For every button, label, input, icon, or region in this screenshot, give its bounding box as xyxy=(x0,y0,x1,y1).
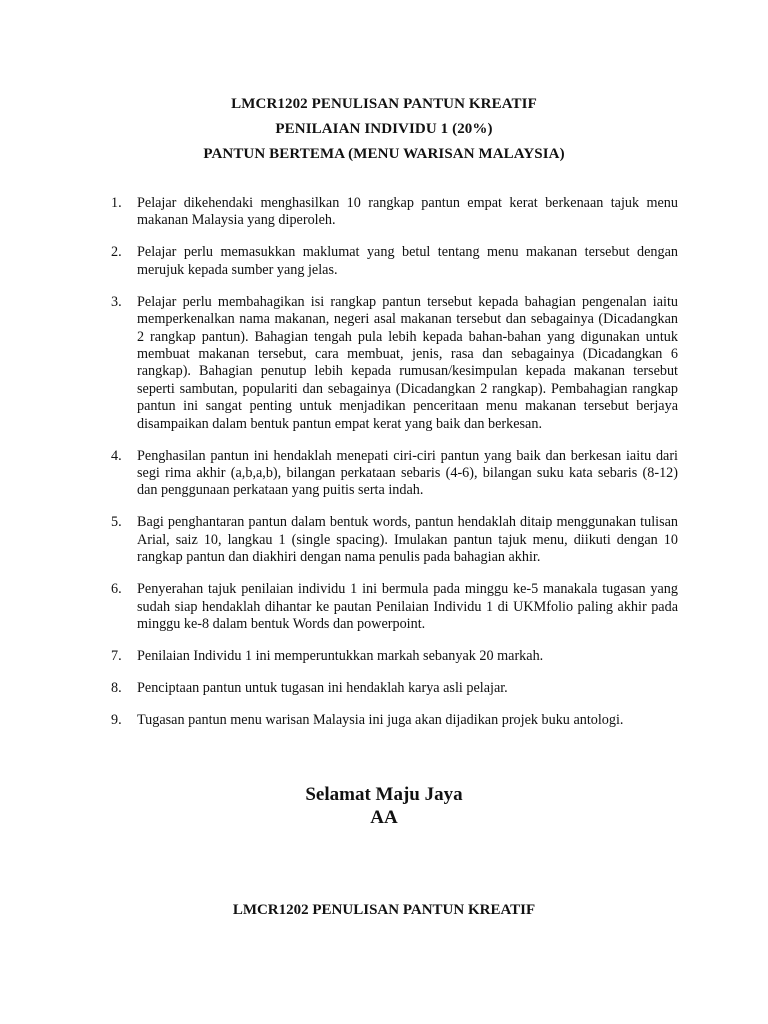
closing-block xyxy=(0,783,768,829)
item-text: Penghasilan pantun ini hendaklah menepati ciri-ciri pantun yang baik dan berkesan iaitu dari segi rima akhir (a,b,a,b), bilangan perkataan sebaris (4-6), bilangan suku kata sebaris (8-12) dan penggunaan perkataan yang puitis serta indah. xyxy=(137,447,678,499)
item-number: 1. xyxy=(111,195,122,211)
item-text: Penciptaan pantun untuk tugasan ini hendaklah karya asli pelajar. xyxy=(137,680,508,697)
document-header xyxy=(0,92,768,167)
item-text: Pelajar perlu memasukkan maklumat yang betul tentang menu makanan tersebut dengan merujuk kepada sumber yang jelas. xyxy=(137,244,678,278)
item-number: 6. xyxy=(111,581,122,598)
item-number: 8. xyxy=(111,680,122,697)
item-text: Bagi penghantaran pantun dalam bentuk words, pantun hendaklah ditaip menggunakan tulisan Arial, saiz 10, langkau 1 (single spacing). Imulakan pantun tajuk menu, diikuti dengan 10 rangkap pantun dan diakhiri dengan nama penulis pada bahagian akhir. xyxy=(137,514,678,566)
instruction-item-2 xyxy=(111,244,678,279)
instruction-list xyxy=(111,195,678,744)
item-number: 2. xyxy=(111,244,122,261)
item-text: Pelajar dikehendaki menghasilkan 10 rangkap pantun empat kerat berkenaan tajuk menu makanan Malaysia yang diperoleh. xyxy=(137,195,678,229)
instruction-item-8 xyxy=(111,680,678,697)
theme-title: PANTUN BERTEMA (MENU WARISAN MALAYSIA) xyxy=(203,146,565,162)
item-text: Pelajar perlu membahagikan isi rangkap pantun tersebut kepada bahagian pengenalan iaitu memperkenalkan nama makanan, negeri asal makanan tersebut dan sebagainya (Dicadangkan 2 rangkap pantun). Bahagian tengah pula lebih kepada bahan-bahan yang digunakan untuk membuat makanan tersebut, cara membuat, jenis, rasa dan sebagainya (Dicadangkan 6 rangkap). Bahagian penutup lebih kepada rumusan/kesimpulan kepada makanan tersebut seperti sambutan, populariti dan sebagainya (Dicadangkan 2 rangkap). Pembahagian rangkap pantun ini sangat penting untuk menjadikan penceritaan menu makanan tersebut berjaya disampaikan dalam bentuk pantun empat kerat yang baik dan berkesan. xyxy=(137,293,678,432)
instruction-item-7 xyxy=(111,648,678,665)
course-title: LMCR1202 PENULISAN PANTUN KREATIF xyxy=(231,96,537,112)
instruction-item-9 xyxy=(111,712,678,729)
instruction-item-3 xyxy=(111,294,678,433)
instruction-item-6 xyxy=(111,581,678,633)
item-number: 5. xyxy=(111,514,122,531)
item-number: 3. xyxy=(111,293,122,310)
item-text: Tugasan pantun menu warisan Malaysia ini juga akan dijadikan projek buku antologi. xyxy=(137,712,624,729)
next-page-header xyxy=(0,899,768,921)
assessment-title: PENILAIAN INDIVIDU 1 (20%) xyxy=(275,121,493,137)
instruction-item-5 xyxy=(111,514,678,566)
closing-greeting: Selamat Maju Jaya xyxy=(305,784,463,805)
footer-course-title: LMCR1202 PENULISAN PANTUN KREATIF xyxy=(232,902,536,918)
instruction-item-4 xyxy=(111,448,678,500)
item-number: 7. xyxy=(111,648,122,665)
closing-signature: AA xyxy=(370,807,398,828)
item-text: Penyerahan tajuk penilaian individu 1 ini bermula pada minggu ke-5 manakala tugasan yang sudah siap hendaklah dihantar ke pautan Penilaian Individu 1 di UKMfolio paling akhir pada minggu ke-8 dalam bentuk Words dan powerpoint. xyxy=(137,581,678,633)
item-number: 9. xyxy=(111,712,122,729)
instruction-item-1 xyxy=(111,195,678,230)
item-text: Penilaian Individu 1 ini memperuntukkan markah sebanyak 20 markah. xyxy=(137,648,544,665)
item-number: 4. xyxy=(111,447,122,464)
